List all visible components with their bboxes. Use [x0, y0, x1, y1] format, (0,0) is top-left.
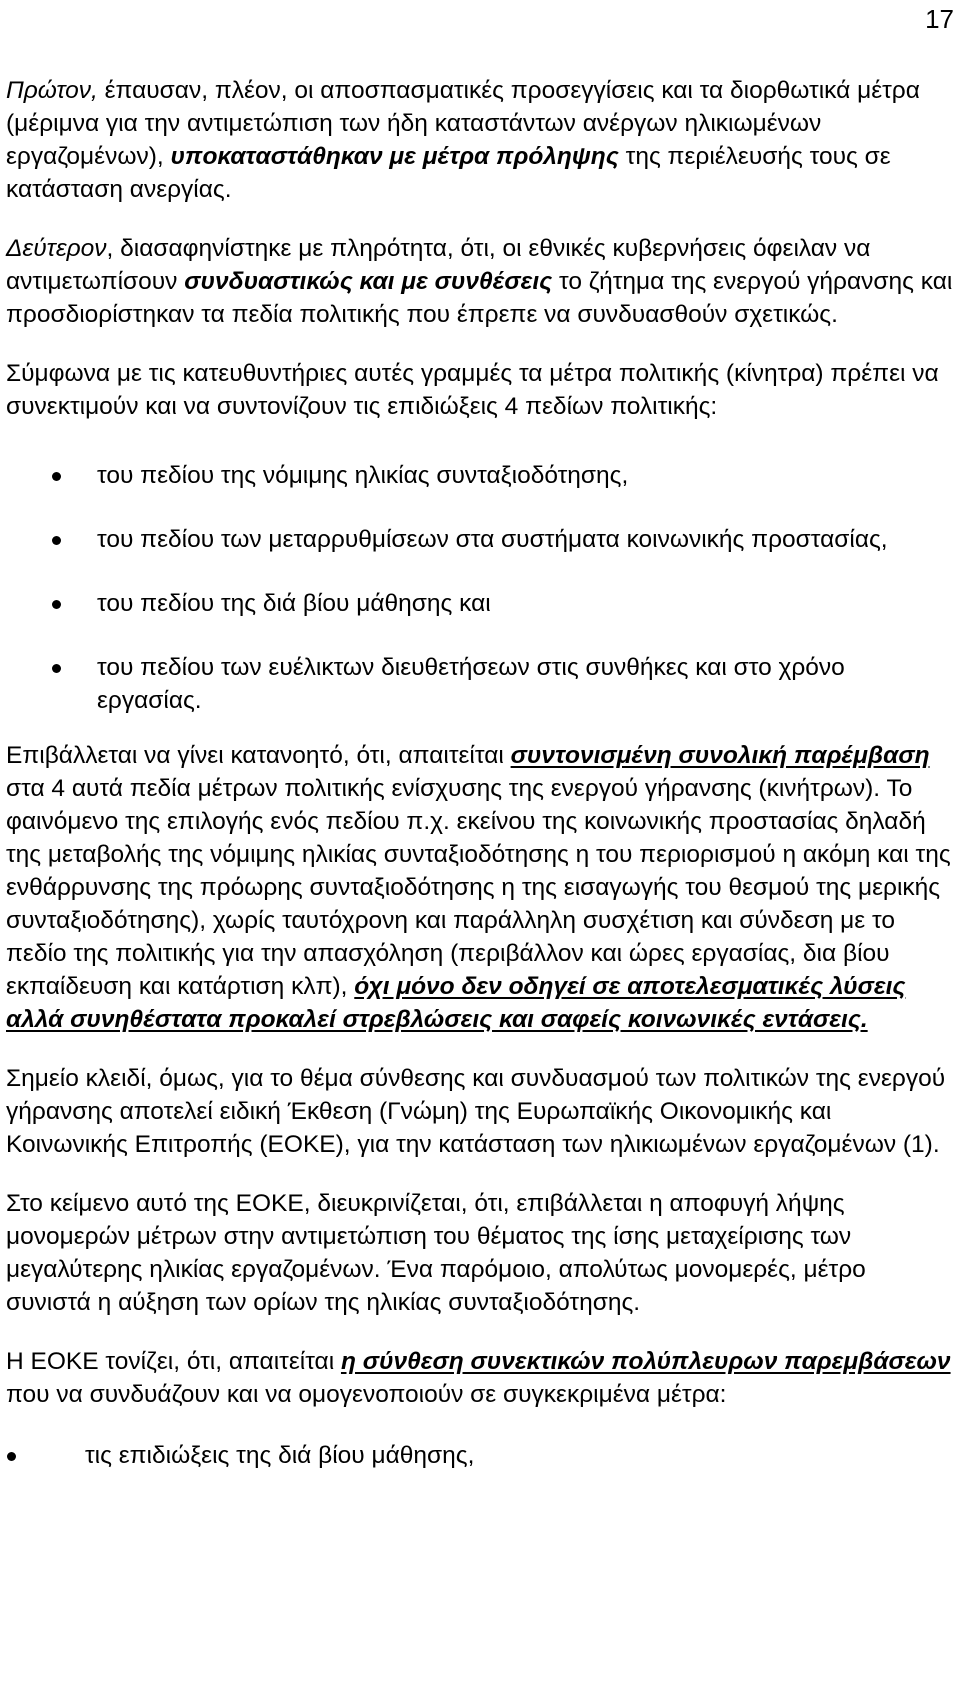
list-item-text: του πεδίου της νόμιμης ηλικίας συνταξιοδότησης, [97, 462, 629, 489]
paragraph-guidelines: Σύμφωνα με τις κατευθυντήριες αυτές γραμμές τα μέτρα πολιτικής (κίνητρα) πρέπει να συνεκτιμούν και να συντονίζουν τις επιδιώξεις 4 πεδίων πολιτικής: [6, 360, 939, 420]
emphasis-text: όχι μόνο δεν οδηγεί σε αποτελεσματικές λύσεις αλλά συνηθέστατα προκαλεί στρεβλώσεις και σαφείς κοινωνικές εντάσεις. [6, 973, 906, 1033]
list-item-text: τις επιδιώξεις της διά βίου μάθησης, [85, 1442, 475, 1469]
list-item-text: του πεδίου των μεταρρυθμίσεων στα συστήματα κοινωνικής προστασίας, [97, 526, 888, 553]
paragraph-text: Η ΕΟΚΕ τονίζει, ότι, απαιτείται [6, 1348, 341, 1375]
paragraph-text: της περιέλευσής τους σε κατάσταση ανεργίας. [6, 143, 891, 203]
measures-list [0, 1439, 956, 1472]
emphasis-text: υποκαταστάθηκαν με μέτρα πρόληψης [170, 143, 619, 170]
list-item [6, 459, 956, 492]
bullet-icon [52, 472, 61, 481]
paragraph-eesc-emphasis [6, 1345, 956, 1411]
bullet-icon [52, 600, 61, 609]
emphasis-text: η σύνθεση συνεκτικών πολύπλευρων παρεμβάσεων [340, 1348, 951, 1375]
list-item [6, 651, 956, 717]
paragraph-text: , διασαφηνίστηκε με πληρότητα, ότι, οι εθνικές κυβερνήσεις όφειλαν να αντιμετωπίσουν [6, 235, 871, 295]
list-item [0, 1439, 956, 1472]
paragraph-coordinated-intervention [6, 739, 956, 1036]
list-item-text: του πεδίου των ευέλικτων διευθετήσεων στις συνθήκες και στο χρόνο εργασίας. [97, 654, 845, 714]
paragraph-text: που να συνδυάζουν και να ομογενοποιούν σε συγκεκριμένα μέτρα: [6, 1381, 727, 1408]
list-item [6, 587, 956, 620]
paragraph-lead-word: Δεύτερον [6, 235, 107, 262]
paragraph-text: Επιβάλλεται να γίνει κατανοητό, ότι, απαιτείται [6, 742, 511, 769]
emphasis-text: συντονισμένη συνολική παρέμβαση [510, 742, 930, 769]
paragraph-lead-word: Πρώτον, [6, 77, 98, 104]
document-body [6, 74, 956, 1503]
list-item [6, 523, 956, 556]
emphasis-text: συνδυαστικώς και με συνθέσεις [184, 268, 553, 295]
paragraph-text: στα 4 αυτά πεδία μέτρων πολιτικής ενίσχυσης της ενεργού γήρανσης (κινήτρων). Το φαινόμενο της επιλογής ενός πεδίου π.χ. εκείνου της κοινωνικής προστασίας δηλαδή της μεταβολής της νόμιμης ηλικίας συνταξιοδότησης η του περιορισμού η ακόμη και της ενθάρρυνσης της πρόωρης συνταξιοδότησης η της εισαγωγής του θεσμού της μερικής συνταξιοδότησης), χωρίς ταυτόχρονη και παράλληλη συσχέτιση και σύνδεση με το πεδίο της πολιτικής για την απασχόληση (περιβάλλον και ώρες εργασίας, δια βίου εκπαίδευση και κατάρτιση κλπ), [6, 775, 951, 1000]
bullet-icon [7, 1452, 16, 1461]
paragraph-eesc-clarification: Στο κείμενο αυτό της ΕΟΚΕ, διευκρινίζεται, ότι, επιβάλλεται η αποφυγή λήψης μονομερών μέτρων στην αντιμετώπιση του θέματος της ίσης μεταχείρισης των μεγαλύτερης ηλικίας εργαζομένων. Ένα παρόμοιο, απολύτως μονομερές, μέτρο συνιστά η αύξηση των ορίων της ηλικίας συνταξιοδότησης. [6, 1190, 866, 1316]
bullet-icon [52, 536, 61, 545]
policy-fields-list [6, 459, 956, 717]
paragraph-eesc-report: Σημείο κλειδί, όμως, για το θέμα σύνθεσης και συνδυασμού των πολιτικών της ενεργού γήρανσης αποτελεί ειδική Έκθεση (Γνώμη) της Ευρωπαϊκής Οικονομικής και Κοινωνικής Επιτροπής (ΕΟΚΕ), για την κατάσταση των ηλικιωμένων εργαζομένων (1). [6, 1065, 946, 1158]
bullet-icon [52, 664, 61, 673]
paragraph-text: το ζήτημα της ενεργού γήρανσης και προσδιορίστηκαν τα πεδία πολιτικής που έπρεπε να συνδυασθούν σχετικώς. [6, 268, 953, 328]
paragraph-first-point [6, 74, 956, 206]
list-item-text: του πεδίου της διά βίου μάθησης και [97, 590, 491, 617]
paragraph-second-point [6, 232, 956, 331]
page-number: 17 [925, 4, 954, 34]
paragraph-text: έπαυσαν, πλέον, οι αποσπασματικές προσεγγίσεις και τα διορθωτικά μέτρα (μέριμνα για την αντιμετώπιση των ήδη καταστάντων ανέργων ηλικιωμένων εργαζομένων), [6, 77, 920, 170]
